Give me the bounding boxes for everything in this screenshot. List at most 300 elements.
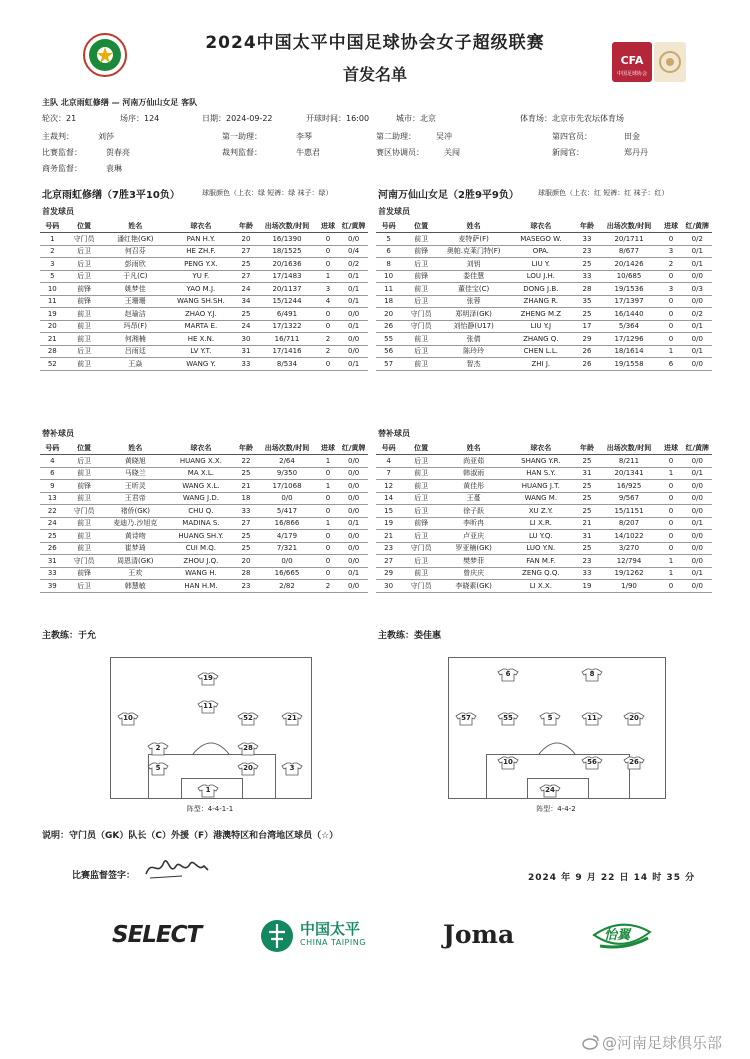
- table-row: [376, 245, 712, 258]
- cell-goals: 1: [659, 467, 682, 480]
- column-header-position: 位置: [65, 442, 104, 455]
- home-coach-name: 于允: [78, 631, 97, 641]
- column-header-name: 姓名: [104, 220, 168, 233]
- table-row: [376, 455, 712, 468]
- cell-number: 18: [376, 295, 401, 308]
- cell-position: 前卫: [401, 333, 441, 346]
- cell-shirt-name: MASEGO W.: [506, 233, 575, 246]
- table-row: [40, 345, 368, 358]
- cell-appearances: 14/1022: [599, 530, 660, 543]
- home-formation-label: 阵型：4-4-1-1: [186, 805, 234, 813]
- cell-cards: 0/1: [683, 258, 712, 271]
- china-taiping-logo: [260, 916, 390, 958]
- cell-age: 20: [235, 555, 258, 568]
- cell-shirt-name: ZHI J.: [506, 358, 575, 371]
- cell-age: 29: [575, 333, 598, 346]
- home-penalty-arc: [191, 740, 231, 756]
- cell-age: 31: [575, 530, 598, 543]
- cell-appearances: 20/1426: [599, 258, 660, 271]
- commercial-field: [42, 163, 122, 174]
- cell-age: 25: [235, 258, 258, 271]
- referee-label: 主裁判：: [42, 132, 74, 141]
- cell-position: 前卫: [65, 320, 104, 333]
- shirt-number: 10: [123, 714, 133, 722]
- cell-shirt-name: WANG H.: [167, 567, 235, 580]
- shirt-number: 20: [629, 714, 639, 722]
- cell-name: 娄佳慧: [441, 270, 506, 283]
- column-header-name: 姓名: [441, 442, 506, 455]
- cell-name: 张蓉: [441, 295, 506, 308]
- cell-shirt-name: WANG J.D.: [167, 492, 235, 505]
- cell-number: 31: [40, 555, 65, 568]
- cell-position: 前卫: [401, 233, 441, 246]
- away-subs-table: [376, 442, 712, 593]
- cell-position: 后卫: [401, 505, 441, 518]
- cell-name: 周恩清(GK): [104, 555, 168, 568]
- cell-appearances: 8/211: [599, 455, 660, 468]
- cell-appearances: 17/1296: [599, 333, 660, 346]
- cell-shirt-name: OPA.: [506, 245, 575, 258]
- table-row: [376, 320, 712, 333]
- cell-cards: 0/0: [339, 505, 368, 518]
- cell-number: 7: [376, 467, 401, 480]
- city-value: 北京: [420, 114, 436, 123]
- cell-appearances: 8/207: [599, 517, 660, 530]
- cell-number: 6: [40, 467, 65, 480]
- cell-age: 33: [235, 358, 258, 371]
- cell-number: 10: [376, 270, 401, 283]
- press-officer-label: 新闻官：: [552, 148, 584, 157]
- watermark-text: @河南足球俱乐部: [602, 1034, 723, 1052]
- cell-number: 29: [376, 567, 401, 580]
- cell-position: 后卫: [401, 258, 441, 271]
- cell-goals: 0: [659, 295, 682, 308]
- home-subs-label: 替补球员: [42, 429, 74, 438]
- cell-appearances: 8/677: [599, 245, 660, 258]
- cell-cards: 0/1: [339, 283, 368, 296]
- cell-goals: 0: [659, 580, 682, 593]
- cell-goals: 1: [317, 517, 340, 530]
- cell-number: 27: [376, 555, 401, 568]
- cell-shirt-name: SHANG Y.R.: [506, 455, 575, 468]
- table-row: [376, 358, 712, 371]
- cell-name: 黄诗吻: [104, 530, 168, 543]
- fourth-official-label: 第四官员：: [552, 132, 592, 141]
- cell-appearances: 17/1322: [257, 320, 316, 333]
- referee-assessor-label: 裁判监督：: [222, 148, 262, 157]
- cell-appearances: 19/1536: [599, 283, 660, 296]
- stadium-value: 北京市先农坛体育场: [552, 114, 624, 123]
- cell-name: 董佳宝(C): [441, 283, 506, 296]
- cell-cards: 0/0: [683, 492, 712, 505]
- ar1-value: 李琴: [296, 132, 312, 141]
- table-row: [376, 542, 712, 555]
- column-header-position: 位置: [401, 220, 441, 233]
- shirt-number: 11: [587, 714, 597, 722]
- shirt-number: 19: [203, 674, 213, 682]
- cell-shirt-name: LI X.X.: [506, 580, 575, 593]
- cell-position: 后卫: [65, 270, 104, 283]
- cell-number: 12: [376, 480, 401, 493]
- table-row: [40, 308, 368, 321]
- cell-name: 陈玲玲: [441, 345, 506, 358]
- page-title: 2024中国太平中国足球协会女子超级联赛: [205, 33, 545, 53]
- cell-name: 于凡(C): [104, 270, 168, 283]
- player-shirt: [147, 742, 169, 756]
- cell-goals: 1: [659, 345, 682, 358]
- cell-goals: 0: [317, 358, 340, 371]
- cell-shirt-name: HAN S.Y.: [506, 467, 575, 480]
- cell-position: 后卫: [65, 580, 104, 593]
- cell-appearances: 16/665: [257, 567, 316, 580]
- cell-number: 15: [376, 505, 401, 518]
- cell-name: 王昕灵: [104, 480, 168, 493]
- cell-name: 赵瑜洁: [104, 308, 168, 321]
- select-logo: SELECT: [112, 922, 202, 948]
- cell-age: 17: [575, 320, 598, 333]
- cell-shirt-name: LI X.R.: [506, 517, 575, 530]
- away-kit-colors: 球服颜色（上衣：红 短裤：红 袜子：红）: [538, 189, 669, 197]
- cell-position: 后卫: [401, 345, 441, 358]
- cell-cards: 0/0: [683, 542, 712, 555]
- away-starters-label: 首发球员: [378, 207, 410, 216]
- sign-datetime: 2024 年 9 月 22 日 14 时 35 分: [528, 873, 696, 883]
- match-commissioner-field: [42, 147, 130, 158]
- cell-appearances: 6/491: [257, 308, 316, 321]
- cell-age: 35: [575, 295, 598, 308]
- referee-value: 刘莎: [98, 132, 114, 141]
- column-header-name: 姓名: [104, 442, 168, 455]
- svg-text:CFA: CFA: [620, 54, 644, 67]
- cell-age: 25: [235, 530, 258, 543]
- cell-number: 22: [40, 505, 65, 518]
- cell-appearances: 2/82: [257, 580, 316, 593]
- column-header-appearances: 出场次数/时间: [599, 220, 660, 233]
- cell-shirt-name: FAN M.F.: [506, 555, 575, 568]
- cell-name: 麦特萨(F): [441, 233, 506, 246]
- cell-cards: 0/0: [339, 530, 368, 543]
- cell-goals: 6: [659, 358, 682, 371]
- cell-number: 26: [376, 320, 401, 333]
- cell-name: 张倩: [441, 333, 506, 346]
- home-coach-label: 主教练：: [42, 631, 79, 641]
- cell-age: 33: [235, 505, 258, 518]
- cell-goals: 4: [317, 295, 340, 308]
- cell-number: 57: [376, 358, 401, 371]
- cell-cards: 0/0: [339, 455, 368, 468]
- cell-appearances: 18/1614: [599, 345, 660, 358]
- cell-goals: 2: [659, 258, 682, 271]
- stadium-field: [520, 113, 624, 124]
- venue-coordinator-label: 赛区协调员：: [376, 148, 424, 157]
- cell-name: 韩淑雨: [441, 467, 506, 480]
- cell-shirt-name: CUI M.Q.: [167, 542, 235, 555]
- press-officer-value: 郑丹丹: [624, 148, 648, 157]
- cell-appearances: 9/567: [599, 492, 660, 505]
- column-header-position: 位置: [401, 442, 441, 455]
- cell-age: 22: [235, 455, 258, 468]
- cell-age: 33: [575, 233, 598, 246]
- player-shirt: [623, 712, 645, 726]
- cell-position: 前卫: [65, 517, 104, 530]
- cell-name: 王君帝: [104, 492, 168, 505]
- cell-number: 13: [40, 492, 65, 505]
- cell-position: 前锋: [65, 283, 104, 296]
- cell-appearances: 3/270: [599, 542, 660, 555]
- cell-goals: 0: [659, 542, 682, 555]
- table-row: [40, 283, 368, 296]
- column-header-age: 年龄: [235, 442, 258, 455]
- column-header-number: 号码: [40, 442, 65, 455]
- shirt-number: 11: [203, 702, 213, 710]
- fourth-official-field: [552, 131, 640, 142]
- cell-name: 王欢: [104, 567, 168, 580]
- cell-position: 前卫: [401, 480, 441, 493]
- cell-appearances: 15/1244: [257, 295, 316, 308]
- shirt-number: 5: [547, 714, 553, 722]
- cell-age: 25: [575, 308, 598, 321]
- cell-shirt-name: YU F.: [167, 270, 235, 283]
- round-value: 21: [66, 114, 77, 123]
- cell-appearances: 17/1068: [257, 480, 316, 493]
- cell-position: 守门员: [401, 320, 441, 333]
- cell-position: 前卫: [65, 492, 104, 505]
- table-row: [376, 517, 712, 530]
- cfa-wsl-logo: [612, 42, 686, 82]
- home-starters-label: 首发球员: [42, 207, 74, 216]
- column-header-shirt-name: 球衣名: [167, 442, 235, 455]
- ar2-value: 吴冲: [436, 132, 452, 141]
- cell-position: 前卫: [65, 542, 104, 555]
- cell-number: 20: [40, 320, 65, 333]
- cell-number: 6: [376, 245, 401, 258]
- cell-shirt-name: CHEN L.L.: [506, 345, 575, 358]
- date-value: 2024-09-22: [226, 114, 273, 123]
- home-coach: [42, 628, 96, 641]
- cell-age: 26: [575, 358, 598, 371]
- cell-age: 24: [235, 320, 258, 333]
- sign-label: 比赛监督签字：: [72, 871, 136, 881]
- cell-goals: 2: [317, 333, 340, 346]
- cell-appearances: 10/685: [599, 270, 660, 283]
- cell-number: 24: [40, 517, 65, 530]
- column-header-age: 年龄: [235, 220, 258, 233]
- cell-shirt-name: ZHOU J.Q.: [167, 555, 235, 568]
- referee-assessor-field: [222, 147, 320, 158]
- cell-shirt-name: LV Y.T.: [167, 345, 235, 358]
- shirt-number: 2: [155, 744, 161, 752]
- cell-number: 2: [40, 245, 65, 258]
- cell-age: 23: [575, 245, 598, 258]
- cell-age: 19: [575, 580, 598, 593]
- ar2-label: 第二助理：: [376, 132, 416, 141]
- cell-goals: 0: [317, 245, 340, 258]
- cell-cards: 0/4: [339, 245, 368, 258]
- cell-shirt-name: CHU Q.: [167, 505, 235, 518]
- cell-position: 前卫: [65, 333, 104, 346]
- cell-number: 21: [40, 333, 65, 346]
- cell-goals: 0: [317, 555, 340, 568]
- cell-age: 27: [235, 517, 258, 530]
- cell-goals: 0: [659, 480, 682, 493]
- joma-logo: Joma: [443, 920, 515, 949]
- cell-appearances: 16/711: [257, 333, 316, 346]
- cell-number: 11: [376, 283, 401, 296]
- cell-position: 前锋: [401, 245, 441, 258]
- cell-appearances: 7/321: [257, 542, 316, 555]
- player-shirt: [497, 668, 519, 682]
- cell-appearances: 20/1711: [599, 233, 660, 246]
- player-shirt: [281, 762, 303, 776]
- table-row: [376, 233, 712, 246]
- cell-goals: 0: [317, 505, 340, 518]
- cell-appearances: 16/1440: [599, 308, 660, 321]
- cell-age: 31: [575, 467, 598, 480]
- table-header-row: [40, 220, 368, 233]
- yiyi-logo: [590, 920, 654, 950]
- column-header-shirt-name: 球衣名: [506, 220, 575, 233]
- away-team-name: 河南万仙山女足（2胜9平9负）: [378, 190, 519, 201]
- cell-goals: 0: [317, 567, 340, 580]
- cell-cards: 0/1: [683, 517, 712, 530]
- cell-cards: 0/3: [683, 283, 712, 296]
- cell-cards: 0/0: [339, 345, 368, 358]
- cell-cards: 0/2: [339, 258, 368, 271]
- cell-name: 王焱: [104, 358, 168, 371]
- cell-number: 1: [40, 233, 65, 246]
- cell-position: 前锋: [65, 295, 104, 308]
- column-header-number: 号码: [40, 220, 65, 233]
- cell-shirt-name: XU Z.Y.: [506, 505, 575, 518]
- cell-name: 何湘楠: [104, 333, 168, 346]
- cell-goals: 0: [659, 320, 682, 333]
- shirt-number: 20: [243, 764, 253, 772]
- ar1-field: [222, 131, 312, 142]
- cell-name: 刘钥: [441, 258, 506, 271]
- cell-goals: 0: [317, 542, 340, 555]
- shirt-number: 56: [587, 758, 597, 766]
- cell-goals: 3: [317, 283, 340, 296]
- cell-position: 后卫: [401, 492, 441, 505]
- cell-position: 后卫: [401, 455, 441, 468]
- cell-shirt-name: ZHANG Q.: [506, 333, 575, 346]
- cell-appearances: 17/1397: [599, 295, 660, 308]
- cell-shirt-name: LIU Y.J: [506, 320, 575, 333]
- cell-shirt-name: DONG J.B.: [506, 283, 575, 296]
- cell-shirt-name: HUANG X.X.: [167, 455, 235, 468]
- table-row: [40, 233, 368, 246]
- away-coach-name: 娄佳惠: [414, 631, 442, 641]
- cell-goals: 1: [317, 270, 340, 283]
- column-header-appearances: 出场次数/时间: [599, 442, 660, 455]
- column-header-appearances: 出场次数/时间: [257, 442, 316, 455]
- cell-cards: 0/0: [339, 480, 368, 493]
- cell-name: 玛昂(F): [104, 320, 168, 333]
- shirt-number: 52: [243, 714, 253, 722]
- cell-cards: 0/0: [339, 233, 368, 246]
- table-row: [376, 333, 712, 346]
- cell-shirt-name: ZHANG R.: [506, 295, 575, 308]
- column-header-position: 位置: [65, 220, 104, 233]
- legend-note: 说明：守门员（GK）队长（C）外援（F）港澳特区和台湾地区球员（☆）: [42, 831, 339, 841]
- cell-appearances: 20/1137: [257, 283, 316, 296]
- cell-cards: 0/0: [339, 308, 368, 321]
- shirt-number: 3: [289, 764, 295, 772]
- cell-cards: 0/1: [339, 358, 368, 371]
- cell-name: 曾庆庆: [441, 567, 506, 580]
- cell-number: 28: [40, 345, 65, 358]
- cell-appearances: 19/1262: [599, 567, 660, 580]
- cell-shirt-name: HE X.N.: [167, 333, 235, 346]
- cell-name: 刘怡静(U17): [441, 320, 506, 333]
- cell-position: 守门员: [401, 308, 441, 321]
- player-shirt: [581, 668, 603, 682]
- cell-cards: 0/1: [683, 345, 712, 358]
- cell-position: 后卫: [65, 258, 104, 271]
- player-shirt: [237, 712, 259, 726]
- cell-cards: 0/0: [683, 555, 712, 568]
- cell-cards: 0/1: [339, 567, 368, 580]
- table-row: [376, 345, 712, 358]
- cell-shirt-name: HE ZH.F.: [167, 245, 235, 258]
- table-row: [376, 492, 712, 505]
- cell-cards: 0/0: [339, 542, 368, 555]
- venue-coordinator-value: 关闯: [444, 148, 460, 157]
- away-subs-label: 替补球员: [378, 429, 410, 438]
- cell-appearances: 16/866: [257, 517, 316, 530]
- city-label: 城市：: [396, 114, 420, 123]
- cell-cards: 0/0: [683, 505, 712, 518]
- cell-goals: 0: [659, 308, 682, 321]
- cell-shirt-name: PAN H.Y.: [167, 233, 235, 246]
- table-row: [376, 530, 712, 543]
- match-commissioner-value: 贺春亮: [106, 148, 130, 157]
- cell-age: 25: [575, 542, 598, 555]
- cell-cards: 0/2: [683, 233, 712, 246]
- cell-goals: 0: [659, 530, 682, 543]
- cell-goals: 1: [659, 555, 682, 568]
- cell-name: 王蔓: [441, 492, 506, 505]
- cell-appearances: 5/364: [599, 320, 660, 333]
- cell-appearances: 16/1390: [257, 233, 316, 246]
- column-header-cards: 红/黄牌: [683, 442, 712, 455]
- cell-goals: 0: [659, 333, 682, 346]
- cell-cards: 0/1: [683, 567, 712, 580]
- cell-number: 3: [40, 258, 65, 271]
- shirt-number: 6: [505, 670, 511, 678]
- cell-position: 前卫: [401, 283, 441, 296]
- cell-age: 34: [235, 295, 258, 308]
- kickoff-field: [306, 113, 369, 124]
- cell-shirt-name: HAN H.M.: [167, 580, 235, 593]
- match-no-field: [120, 113, 159, 124]
- player-shirt: [117, 712, 139, 726]
- player-shirt: [197, 672, 219, 686]
- cell-name: 罗亚楠(GK): [441, 542, 506, 555]
- cell-appearances: 16/925: [599, 480, 660, 493]
- cell-goals: 0: [317, 320, 340, 333]
- stadium-label: 体育场：: [520, 114, 552, 123]
- cell-age: 26: [575, 345, 598, 358]
- cell-age: 33: [575, 270, 598, 283]
- cell-age: 25: [235, 467, 258, 480]
- column-header-number: 号码: [376, 442, 401, 455]
- cell-number: 19: [376, 517, 401, 530]
- cell-name: 吕雨廷: [104, 345, 168, 358]
- cell-position: 前锋: [401, 270, 441, 283]
- cell-goals: 3: [659, 245, 682, 258]
- cell-appearances: 17/1483: [257, 270, 316, 283]
